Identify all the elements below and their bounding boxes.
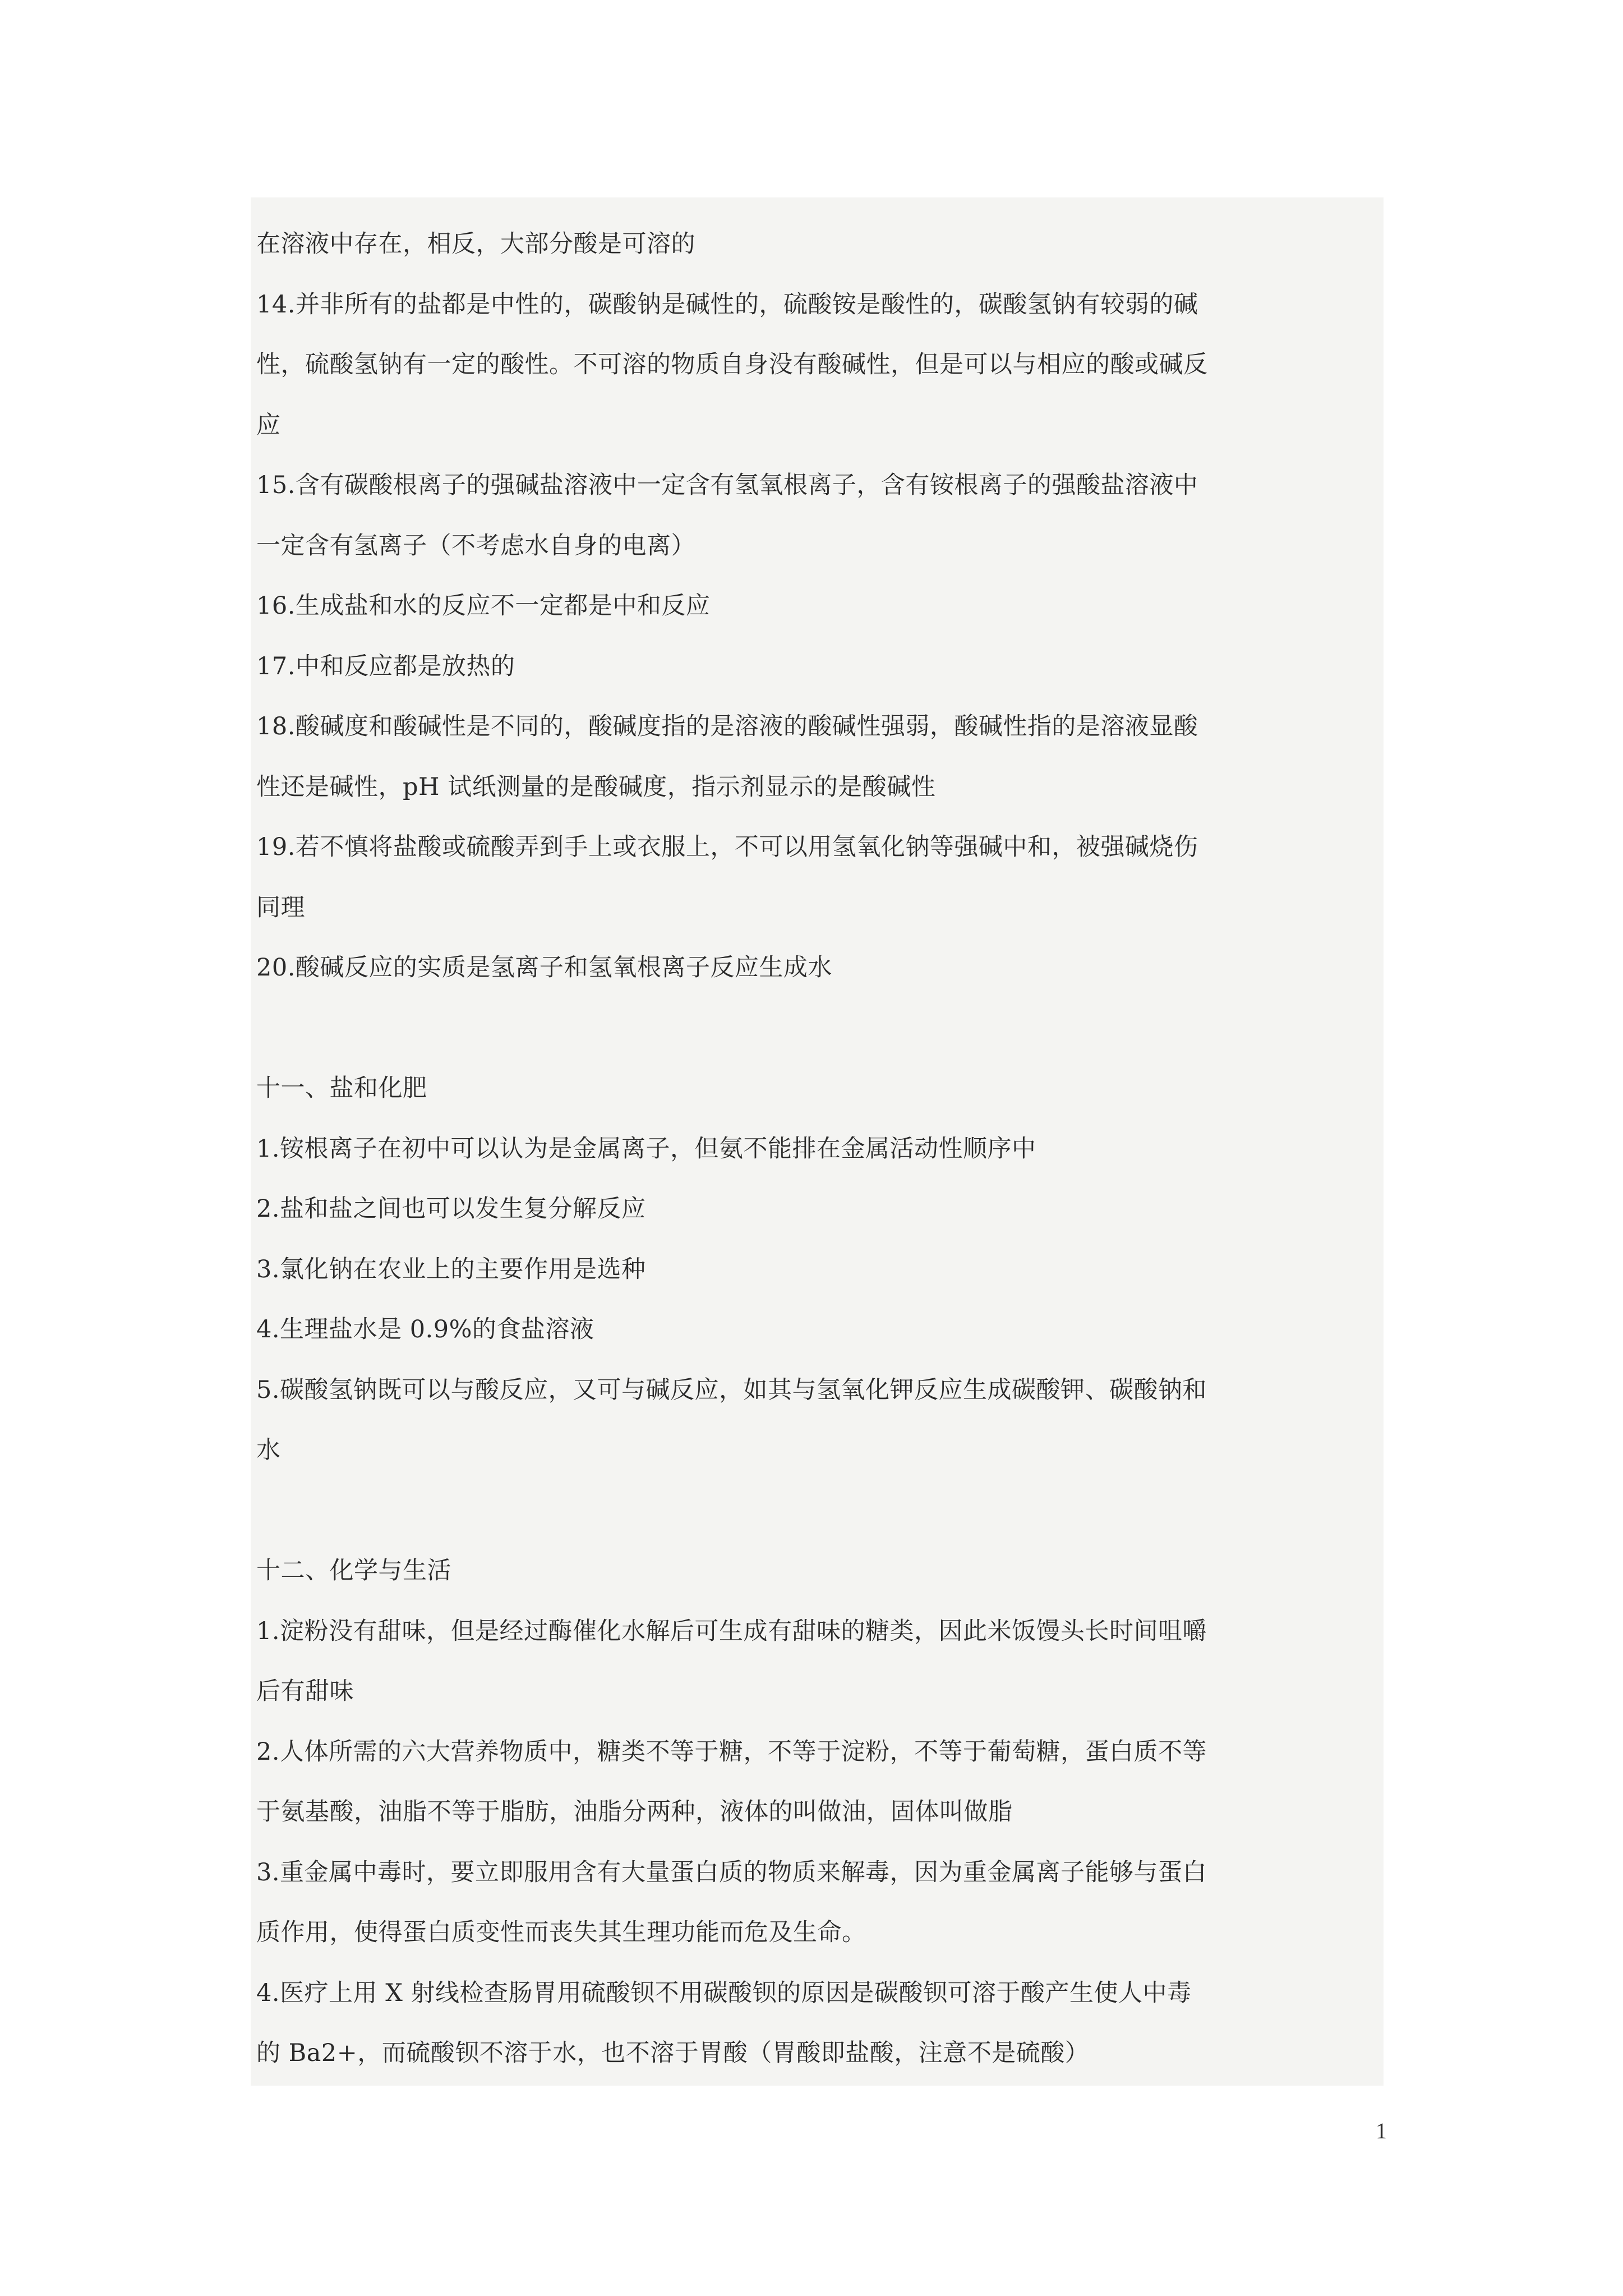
text-line: 水 xyxy=(256,1436,281,1464)
text-line: 19.若不慎将盐酸或硫酸弄到手上或衣服上，不可以用氢氧化钠等强碱中和，被强碱烧伤 xyxy=(256,833,1198,861)
text-line: 后有甜味 xyxy=(256,1677,354,1705)
text-line: 性，硫酸氢钠有一定的酸性。不可溶的物质自身没有酸碱性，但是可以与相应的酸或碱反 xyxy=(256,351,1208,379)
text-line: 18.酸碱度和酸碱性是不同的，酸碱度指的是溶液的酸碱性强弱，酸碱性指的是溶液显酸 xyxy=(256,712,1198,740)
text-line: 一定含有氢离子（不考虑水自身的电离） xyxy=(256,531,695,560)
text-line: 4.医疗上用 X 射线检查肠胃用硫酸钡不用碳酸钡的原因是碳酸钡可溶于酸产生使人中毒 xyxy=(256,1978,1192,2007)
text-line: 15.含有碳酸根离子的强碱盐溶液中一定含有氢氧根离子，含有铵根离子的强酸盐溶液中 xyxy=(256,471,1198,499)
text-line: 3.氯化钠在农业上的主要作用是选种 xyxy=(256,1255,646,1283)
document-body xyxy=(251,197,1384,2086)
text-line: 14.并非所有的盐都是中性的，碳酸钠是碱性的，硫酸铵是酸性的，碳酸氢钠有较弱的碱 xyxy=(256,290,1198,319)
text-line: 16.生成盐和水的反应不一定都是中和反应 xyxy=(256,592,711,620)
paragraph-gap xyxy=(256,999,1384,1059)
text-line: 5.碳酸氢钠既可以与酸反应，又可与碱反应，如其与氢氧化钾反应生成碳酸钾、碳酸钠和 xyxy=(256,1375,1207,1404)
text-line: 4.生理盐水是 0.9%的食盐溶液 xyxy=(256,1315,594,1343)
text-line: 质作用，使得蛋白质变性而丧失其生理功能而危及生命。 xyxy=(256,1918,866,1947)
text-line: 17.中和反应都是放热的 xyxy=(256,652,515,680)
text-line: 1.淀粉没有甜味，但是经过酶催化水解后可生成有甜味的糖类，因此米饭馒头长时间咀嚼 xyxy=(256,1617,1207,1645)
text-line: 2.盐和盐之间也可以发生复分解反应 xyxy=(256,1195,646,1223)
text-line: 于氨基酸，油脂不等于脂肪，油脂分两种，液体的叫做油，固体叫做脂 xyxy=(256,1798,1013,1826)
text-line: 在溶液中存在，相反，大部分酸是可溶的 xyxy=(256,230,695,258)
section-heading: 十一、盐和化肥 xyxy=(256,1074,427,1102)
text-line: 的 Ba2+，而硫酸钡不溶于水，也不溶于胃酸（胃酸即盐酸，注意不是硫酸） xyxy=(256,2039,1090,2067)
text-line: 20.酸碱反应的实质是氢离子和氢氧根离子反应生成水 xyxy=(256,954,832,982)
section-heading: 十二、化学与生活 xyxy=(256,1557,451,1585)
paragraph-gap xyxy=(256,1481,1384,1542)
text-line: 同理 xyxy=(256,893,305,922)
text-line: 性还是碱性，pH 试纸测量的是酸碱度，指示剂显示的是酸碱性 xyxy=(256,772,936,801)
text-line: 2.人体所需的六大营养物质中，糖类不等于糖，不等于淀粉，不等于葡萄糖，蛋白质不等 xyxy=(256,1737,1207,1766)
text-line: 1.铵根离子在初中可以认为是金属离子，但氨不能排在金属活动性顺序中 xyxy=(256,1134,1036,1163)
text-line: 3.重金属中毒时，要立即服用含有大量蛋白质的物质来解毒，因为重金属离子能够与蛋白 xyxy=(256,1858,1207,1887)
text-line: 应 xyxy=(256,411,281,439)
page-number: 1 xyxy=(1376,2118,1387,2143)
